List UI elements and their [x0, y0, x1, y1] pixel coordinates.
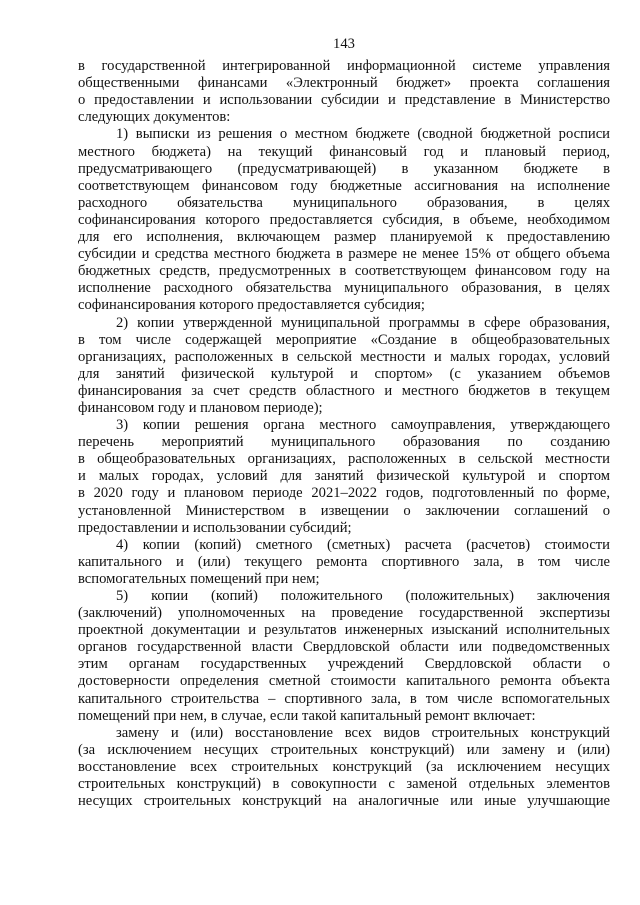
text-line: для занятий физической культурой и спортом» (с указанием объемов [78, 365, 610, 382]
text-line: 5) копии (копий) положительного (положительных) заключения [116, 588, 610, 604]
text-line: и малых городах, условий для занятий физической культурой и спортом [78, 468, 610, 485]
text-line: следующих документов: [78, 109, 231, 126]
text-line: общественными финансами «Электронный бюджет» проекта соглашения [78, 75, 610, 92]
text-line: предоставлении и использовании субсидий; [78, 519, 352, 536]
text-line: в том числе содержащей мероприятие «Создание в общеобразовательных [78, 331, 610, 348]
text-line: замену и (или) восстановление всех видов строительных конструкций [116, 724, 610, 741]
text-line: расходного обязательства муниципального образования, в целях [78, 194, 610, 211]
paragraph-item-1 [78, 126, 610, 314]
text-line: капитального строительства – спортивного зала, в том числе вспомогательных [78, 690, 610, 707]
paragraph-item-5 [78, 588, 610, 725]
paragraph-intro [78, 58, 610, 126]
text-line: исполнение расходного обязательства муниципального образования, в целях [78, 280, 610, 297]
text-line: соответствующем финансовом году бюджетные ассигнования на исполнение [78, 177, 610, 194]
text-line: 1) выписки из решения о местном бюджете (сводной бюджетной росписи [116, 126, 610, 143]
text-line: предусматривающего (предусматривающей) в указанном бюджете в [78, 160, 610, 177]
text-line: строительных конструкций) в совокупности с заменой отдельных элементов [78, 776, 610, 793]
text-line: софинансирования которого предоставляется субсидия; [78, 297, 425, 314]
text-line: вспомогательных помещений при нем; [78, 570, 320, 587]
text-line: (за исключением несущих строительных конструкций) или замену и (или) [78, 741, 610, 758]
text-line: капитального и (или) текущего ремонта спортивного зала, в том числе [78, 553, 610, 570]
text-line: 4) копии (копий) сметного (сметных) расчета (расчетов) стоимости [116, 536, 610, 553]
text-line: в общеобразовательных организациях, расположенных в сельской местности [78, 451, 610, 468]
text-line: проектной документации и результатов инженерных изысканий исполнительных [78, 622, 610, 639]
document-page [78, 36, 610, 810]
text-line: восстановление всех строительных конструкций (за исключением несущих [78, 758, 610, 775]
paragraph-item-3 [78, 417, 610, 537]
paragraph-replacement [78, 725, 610, 810]
text-line: местного бюджета) на текущий финансовый год и плановый период, [78, 143, 610, 160]
text-line: в 2020 году и плановом периоде 2021–2022 годов, подготовленный по форме, [78, 485, 610, 502]
text-line: финансовом году и плановом периоде); [78, 399, 323, 416]
text-line: достоверности определения сметной стоимости капитального ремонта объекта [78, 673, 610, 690]
text-line: о предоставлении и использовании субсидии и представление в Министерство [78, 92, 610, 109]
text-line: в государственной интегрированной информационной системе управления [78, 58, 610, 75]
text-line: софинансирования которого предоставляется субсидия, в объеме, необходимом [78, 211, 610, 228]
text-line: помещений при нем, в случае, если такой капитальный ремонт включает: [78, 707, 536, 724]
document-body [78, 58, 610, 810]
text-line: 2) копии утвержденной муниципальной программы в сфере образования, [116, 314, 610, 331]
text-line: этим органам государственных учреждений Свердловской области о [78, 656, 610, 673]
text-line: 3) копии решения органа местного самоуправления, утверждающего [116, 417, 610, 434]
page-number: 143 [333, 36, 355, 52]
paragraph-item-2 [78, 315, 610, 418]
paragraph-item-4 [78, 537, 610, 588]
text-line: финансирования за счет средств областного и местного бюджетов в текущем [78, 382, 610, 399]
text-line: субсидии и средства местного бюджета в размере не менее 15% от общего объема [78, 246, 610, 263]
text-line: бюджетных средств, предусмотренных в соответствующем финансовом году на [78, 263, 610, 280]
text-line: организациях, расположенных в сельской местности и малых городах, условий [78, 348, 610, 365]
text-line: установленной Министерством в извещении о заключении соглашений о [78, 502, 610, 519]
text-line: (заключений) уполномоченных на проведение государственной экспертизы [78, 605, 610, 622]
text-line: органов государственной власти Свердловской области или подведомственных [78, 639, 610, 656]
text-line: несущих строительных конструкций на аналогичные или иные улучшающие [78, 793, 610, 810]
text-line: для его исполнения, включающем размер планируемой к предоставлению [78, 229, 610, 246]
text-line: перечень мероприятий муниципального образования по созданию [78, 434, 610, 451]
